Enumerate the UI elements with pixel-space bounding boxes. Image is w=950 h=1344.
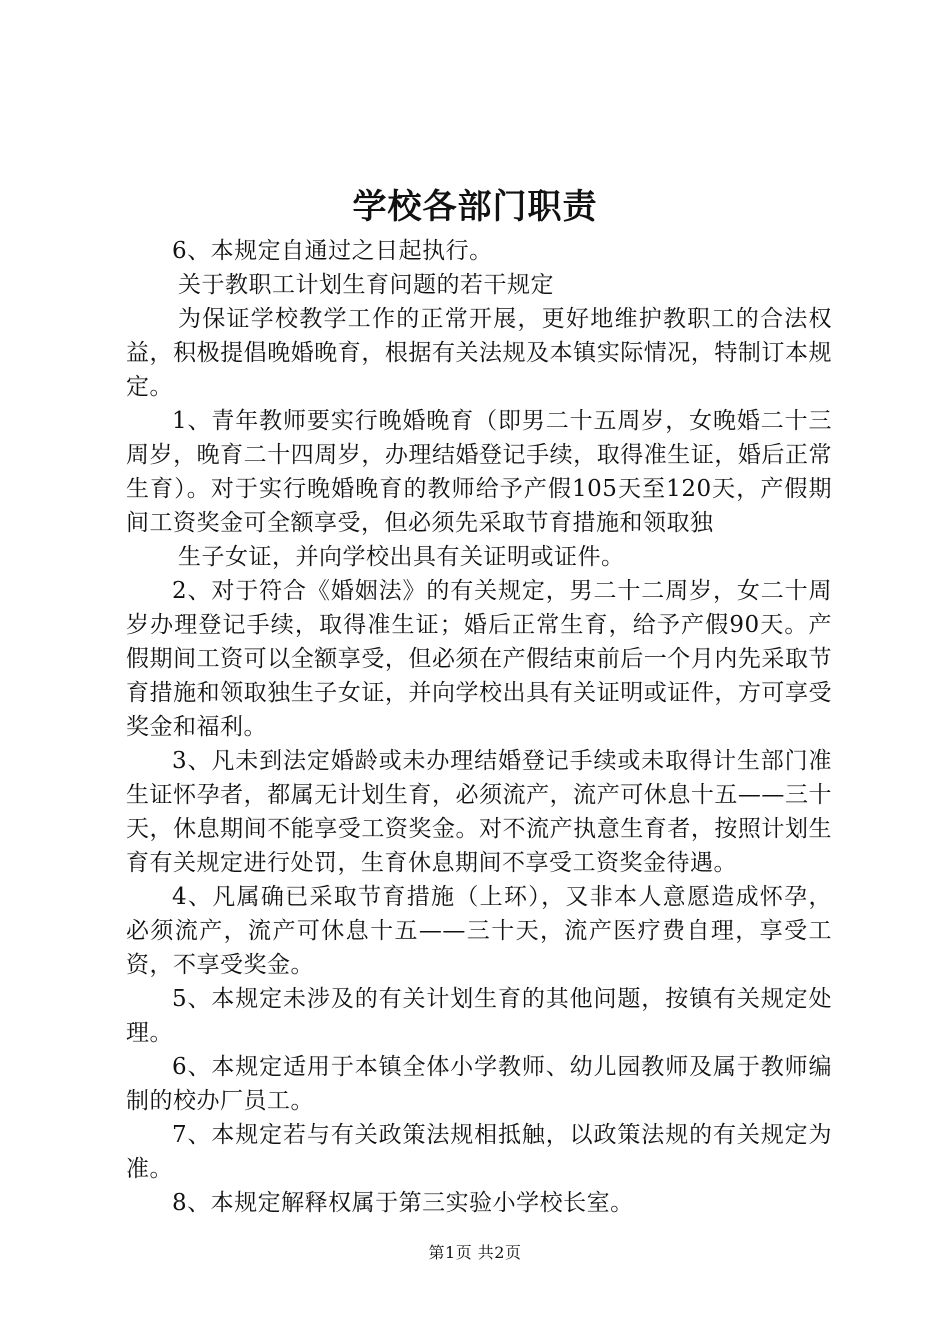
paragraph-rule-5: 5、本规定未涉及的有关计划生育的其他问题，按镇有关规定处理。 — [126, 986, 832, 1046]
paragraph-rule-6: 6、本规定适用于本镇全体小学教师、幼儿园教师及属于教师编制的校办厂员工。 — [126, 1054, 832, 1114]
paragraph-rule-1-continued: 生子女证，并向学校出具有关证明或证件。 — [178, 544, 625, 570]
paragraph-rule-1: 1、青年教师要实行晚婚晚育（即男二十五周岁，女晚婚二十三周岁，晚育二十四周岁，办理结婚登记手续，取得准生证，婚后正常生育）。对于实行晚婚晚育的教师给予产假105天至120天，产假期间工资奖金可全额享受，但必须先采取节育措施和领取独 — [126, 408, 832, 536]
paragraph-rule-2: 2、对于符合《婚姻法》的有关规定，男二十二周岁，女二十周岁办理登记手续，取得准生证；婚后正常生育，给予产假90天。产假期间工资可以全额享受，但必须在产假结束前后一个月内先采取节育措施和领取独生子女证，并向学校出具有关证明或证件，方可享受奖金和福利。 — [126, 578, 832, 740]
paragraph-rule-8: 8、本规定解释权属于第三实验小学校长室。 — [172, 1190, 634, 1216]
paragraph-rule-3: 3、凡未到法定婚龄或未办理结婚登记手续或未取得计生部门准生证怀孕者，都属无计划生育，必须流产，流产可休息十五——三十天，休息期间不能享受工资奖金。对不流产执意生育者，按照计划生育有关规定进行处罚，生育休息期间不享受工资奖金待遇。 — [126, 748, 832, 876]
document-title: 学校各部门职责 — [352, 187, 598, 227]
paragraph-subtitle: 关于教职工计划生育问题的若干规定 — [178, 272, 554, 298]
paragraph-rule-4: 4、凡属确已采取节育措施（上环），又非本人意愿造成怀孕，必须流产，流产可休息十五——三十天，流产医疗费自理，享受工资，不享受奖金。 — [126, 884, 832, 978]
paragraph-effective-date: 6、本规定自通过之日起执行。 — [172, 238, 493, 264]
page-number-footer: 第1页 共2页 — [428, 1243, 522, 1262]
paragraph-rule-7: 7、本规定若与有关政策法规相抵触，以政策法规的有关规定为准。 — [126, 1122, 832, 1182]
paragraph-preamble: 为保证学校教学工作的正常开展，更好地维护教职工的合法权益，积极提倡晚婚晚育，根据有关法规及本镇实际情况，特制订本规定。 — [126, 306, 832, 400]
document-body — [126, 234, 832, 1220]
